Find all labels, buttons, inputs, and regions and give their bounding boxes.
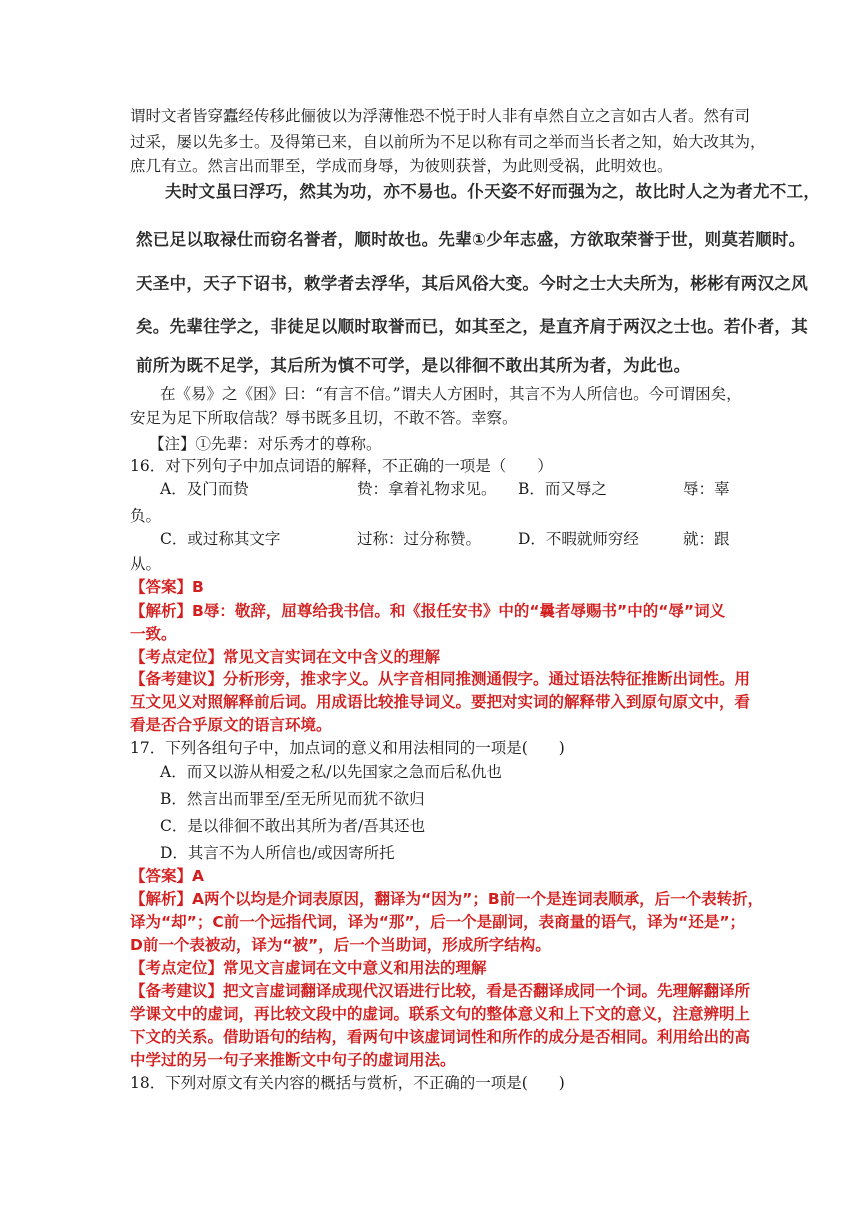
q16-option-d-explanation: 就：跟	[683, 530, 730, 548]
q17-answer: 【答案】A	[130, 867, 204, 885]
q16-advice: 【备考建议】分析形旁，推求字义。从字音相同推测通假字。通过语法特征推断出词性。用	[130, 670, 751, 688]
q17-option-c: C．是以徘徊不敢出其所为者/吾其还也	[160, 817, 426, 835]
q16-exam-point: 【考点定位】常见文言实词在文中含义的理解	[130, 648, 441, 666]
question-18-stem: 18．下列对原文有关内容的概括与赏析，不正确的一项是( )	[130, 1074, 565, 1092]
q17-option-a: A．而又以游从相爱之私/以先国家之急而后私仇也	[160, 763, 502, 781]
q17-option-d: D．其言不为人所信也/或因寄所托	[160, 844, 395, 862]
passage-line: 过采，屡以先多士。及得第已来，自以前所为不足以称有司之举而当长者之知，始大改其为，	[130, 133, 766, 151]
scanned-passage-line: 矣。先辈往学之，非徒足以顺时取誉而已，如其至之，是直齐肩于两汉之士也。若仆者，其	[136, 317, 808, 336]
q17-exam-point: 【考点定位】常见文言虚词在文中意义和用法的理解	[130, 959, 487, 977]
q16-advice: 互文见义对照解释前后词。用成语比较推导词义。要把对实词的解释带入到原句原文中，看	[130, 693, 751, 711]
scanned-passage-line: 天圣中，天子下诏书，敕学者去浮华，其后风俗大变。今时之士大夫所为，彬彬有两汉之风	[136, 274, 808, 293]
q16-option-d: D．不暇就师穷经	[518, 530, 639, 548]
passage-line: 谓时文者皆穿蠹经传移此俪彼以为浮薄惟恐不悦于时人非有卓然自立之言如古人者。然有司	[130, 107, 751, 125]
q16-option-a: A．及门而贽	[160, 480, 249, 498]
q16-option-a-explanation: 贽：拿着礼物求见。	[357, 480, 497, 498]
q17-analysis: 译为“却”；C前一个远指代词，译为“那”，后一个是副词，表商量的语气，译为“还是”；	[130, 913, 745, 931]
q16-advice: 看是否合乎原文的语言环境。	[130, 716, 332, 734]
q16-analysis: 【解析】B辱：敬辞，屈尊给我书信。和《报任安书》中的“曩者辱赐书”中的“辱”词义	[130, 602, 726, 620]
q17-advice: 中学过的另一句子来推断文中句子的虚词用法。	[130, 1051, 456, 1069]
q17-advice: 学课文中的虚词，再比较文段中的虚词。联系文句的整体意义和上下文的意义，注意辨明上	[130, 1005, 751, 1023]
q17-advice: 【备考建议】把文言虚词翻译成现代汉语进行比较，看是否翻译成同一个词。先理解翻译所	[130, 982, 751, 1000]
q16-option-b-wrap: 负。	[130, 507, 162, 525]
q16-option-c-explanation: 过称：过分称赞。	[357, 530, 482, 548]
q16-analysis: 一致。	[130, 625, 177, 643]
q16-answer: 【答案】B	[130, 578, 204, 596]
q17-analysis: D前一个表被动，译为“被”，后一个当助词，形成所字结构。	[130, 936, 551, 954]
passage-line: 庶几有立。然言出而罪至，学成而身辱，为彼则获誉，为此则受祸，此明效也。	[130, 157, 673, 175]
q17-option-b: B．然言出而罪至/至无所见而犹不欲归	[160, 790, 425, 808]
passage-line: 安足为足下所取信哉？辱书既多且切，不敢不答。幸察。	[130, 409, 518, 427]
q16-option-d-wrap: 从。	[130, 555, 162, 573]
question-17-stem: 17．下列各组句子中，加点词的意义和用法相同的一项是( )	[130, 739, 565, 757]
q16-option-b-explanation: 辱：辜	[683, 480, 730, 498]
footnote: 【注】①先辈：对乐秀才的尊称。	[149, 435, 382, 453]
q16-option-b: B．而又辱之	[518, 480, 607, 498]
question-16-stem: 16．对下列句子中加点词语的解释，不正确的一项是（ ）	[130, 457, 553, 475]
q17-analysis: 【解析】A两个以均是介词表原因，翻译为“因为”；B前一个是连词表顺承，后一个表转折，	[130, 890, 764, 908]
q17-advice: 下文的关系。借助语句的结构，看两句中该虚词词性和所作的成分是否相同。利用给出的高	[130, 1028, 751, 1046]
scanned-passage-line: 夫时文虽曰浮巧，然其为功，亦不易也。仆天姿不好而强为之，故比时人之为者尤不工，	[165, 182, 821, 201]
passage-line: 在《易》之《困》曰：“有言不信。”谓夫人方困时，其言不为人所信也。今可谓困矣，	[160, 385, 742, 403]
q16-option-c: C．或过称其文字	[160, 530, 281, 548]
scanned-passage-line: 然已足以取禄仕而窃名誉者，顺时故也。先辈①少年志盛，方欲取荣誉于世，则莫若顺时。	[136, 230, 806, 249]
scanned-passage-line: 前所为既不足学，其后所为慎不可学，是以徘徊不敢出其所为者，为此也。	[136, 356, 691, 375]
